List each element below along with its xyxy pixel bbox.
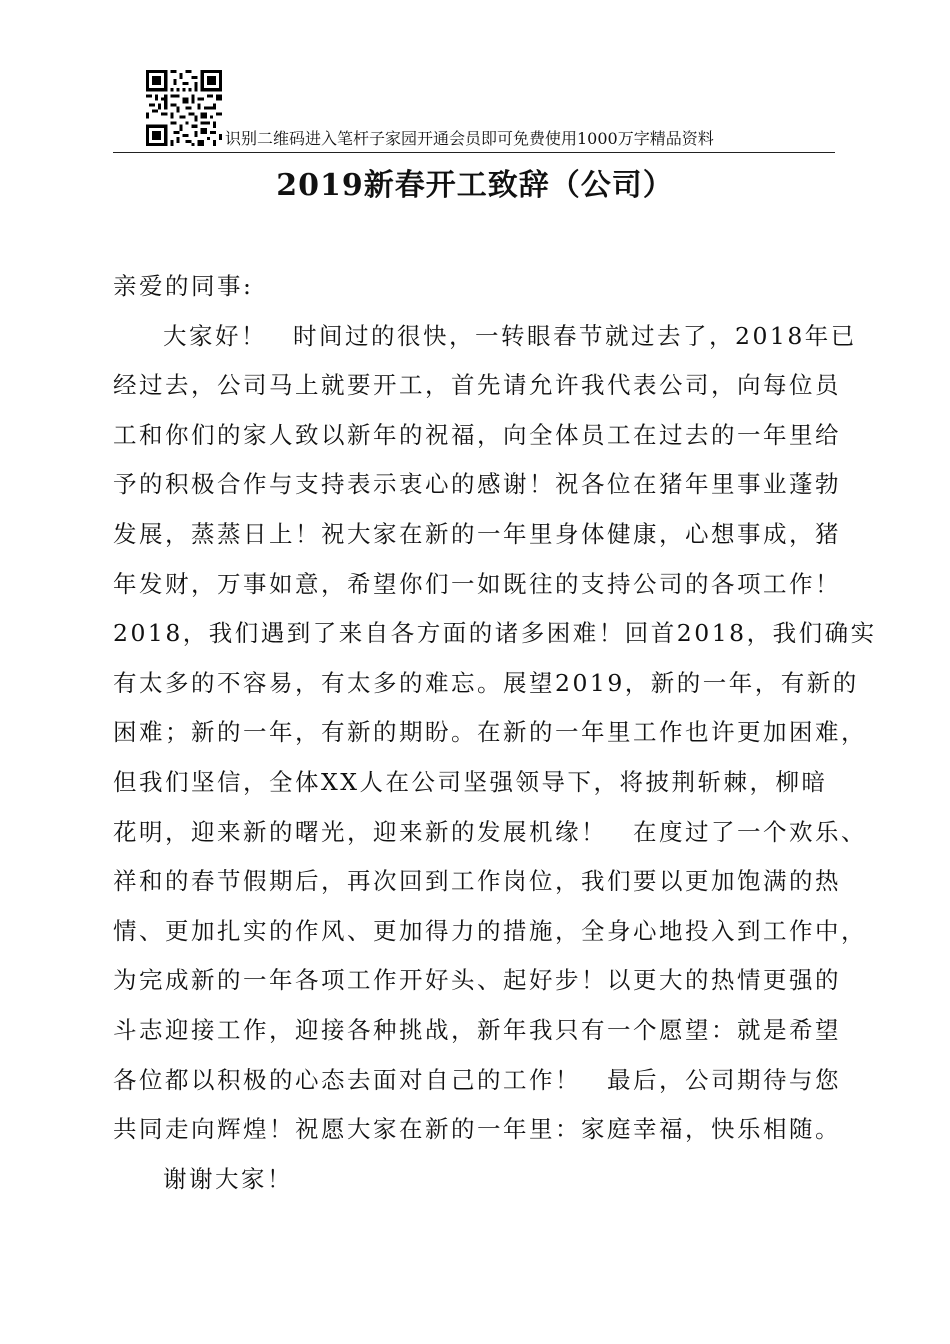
body-line: 经过去，公司马上就要开工，首先请允许我代表公司，向每位员	[113, 371, 841, 400]
body-line: 祥和的春节假期后，再次回到工作岗位，我们要以更加饱满的热	[113, 867, 841, 896]
document-body	[113, 262, 877, 1204]
body-line: 2018，我们遇到了来自各方面的诸多困难！回首2018，我们确实	[113, 619, 877, 648]
salutation: 亲爱的同事:	[113, 272, 254, 300]
body-line: 但我们坚信，全体XX人在公司坚强领导下，将披荆斩棘，柳暗	[113, 767, 828, 796]
body-line: 为完成新的一年各项工作开好头、起好步！以更大的热情更强的	[113, 966, 841, 995]
header-promo-note: 识别二维码进入笔杆子家园开通会员即可免费使用1000万字精品资料	[225, 129, 714, 148]
body-line: 工和你们的家人致以新年的祝福，向全体员工在过去的一年里给	[113, 420, 841, 449]
qr-code-icon[interactable]	[146, 70, 222, 146]
body-line: 年发财，万事如意，希望你们一如既往的支持公司的各项工作！	[113, 569, 841, 598]
body-line: 大家好！ 时间过的很快，一转眼春节就过去了，2018年已	[163, 321, 857, 350]
document-title: 2019新春开工致辞（公司）	[276, 168, 674, 203]
body-line: 花明，迎来新的曙光，迎来新的发展机缘！ 在度过了一个欢乐、	[113, 817, 867, 846]
body-line: 予的积极合作与支持表示衷心的感谢！祝各位在猪年里事业蓬勃	[113, 470, 841, 499]
body-line: 共同走向辉煌！祝愿大家在新的一年里：家庭幸福，快乐相随。	[113, 1115, 841, 1144]
body-line: 情、更加扎实的作风、更加得力的措施，全身心地投入到工作中，	[113, 916, 867, 945]
body-line: 各位都以积极的心态去面对自己的工作！ 最后，公司期待与您	[113, 1065, 841, 1094]
body-line: 斗志迎接工作，迎接各种挑战，新年我只有一个愿望：就是希望	[113, 1015, 841, 1044]
body-line: 发展，蒸蒸日上！祝大家在新的一年里身体健康，心想事成，猪	[113, 519, 841, 548]
body-line: 有太多的不容易，有太多的难忘。展望2019，新的一年，有新的	[113, 668, 859, 697]
body-line: 困难；新的一年，有新的期盼。在新的一年里工作也许更加困难，	[113, 718, 867, 747]
closing-line: 谢谢大家！	[163, 1164, 293, 1193]
page-header	[113, 68, 835, 153]
